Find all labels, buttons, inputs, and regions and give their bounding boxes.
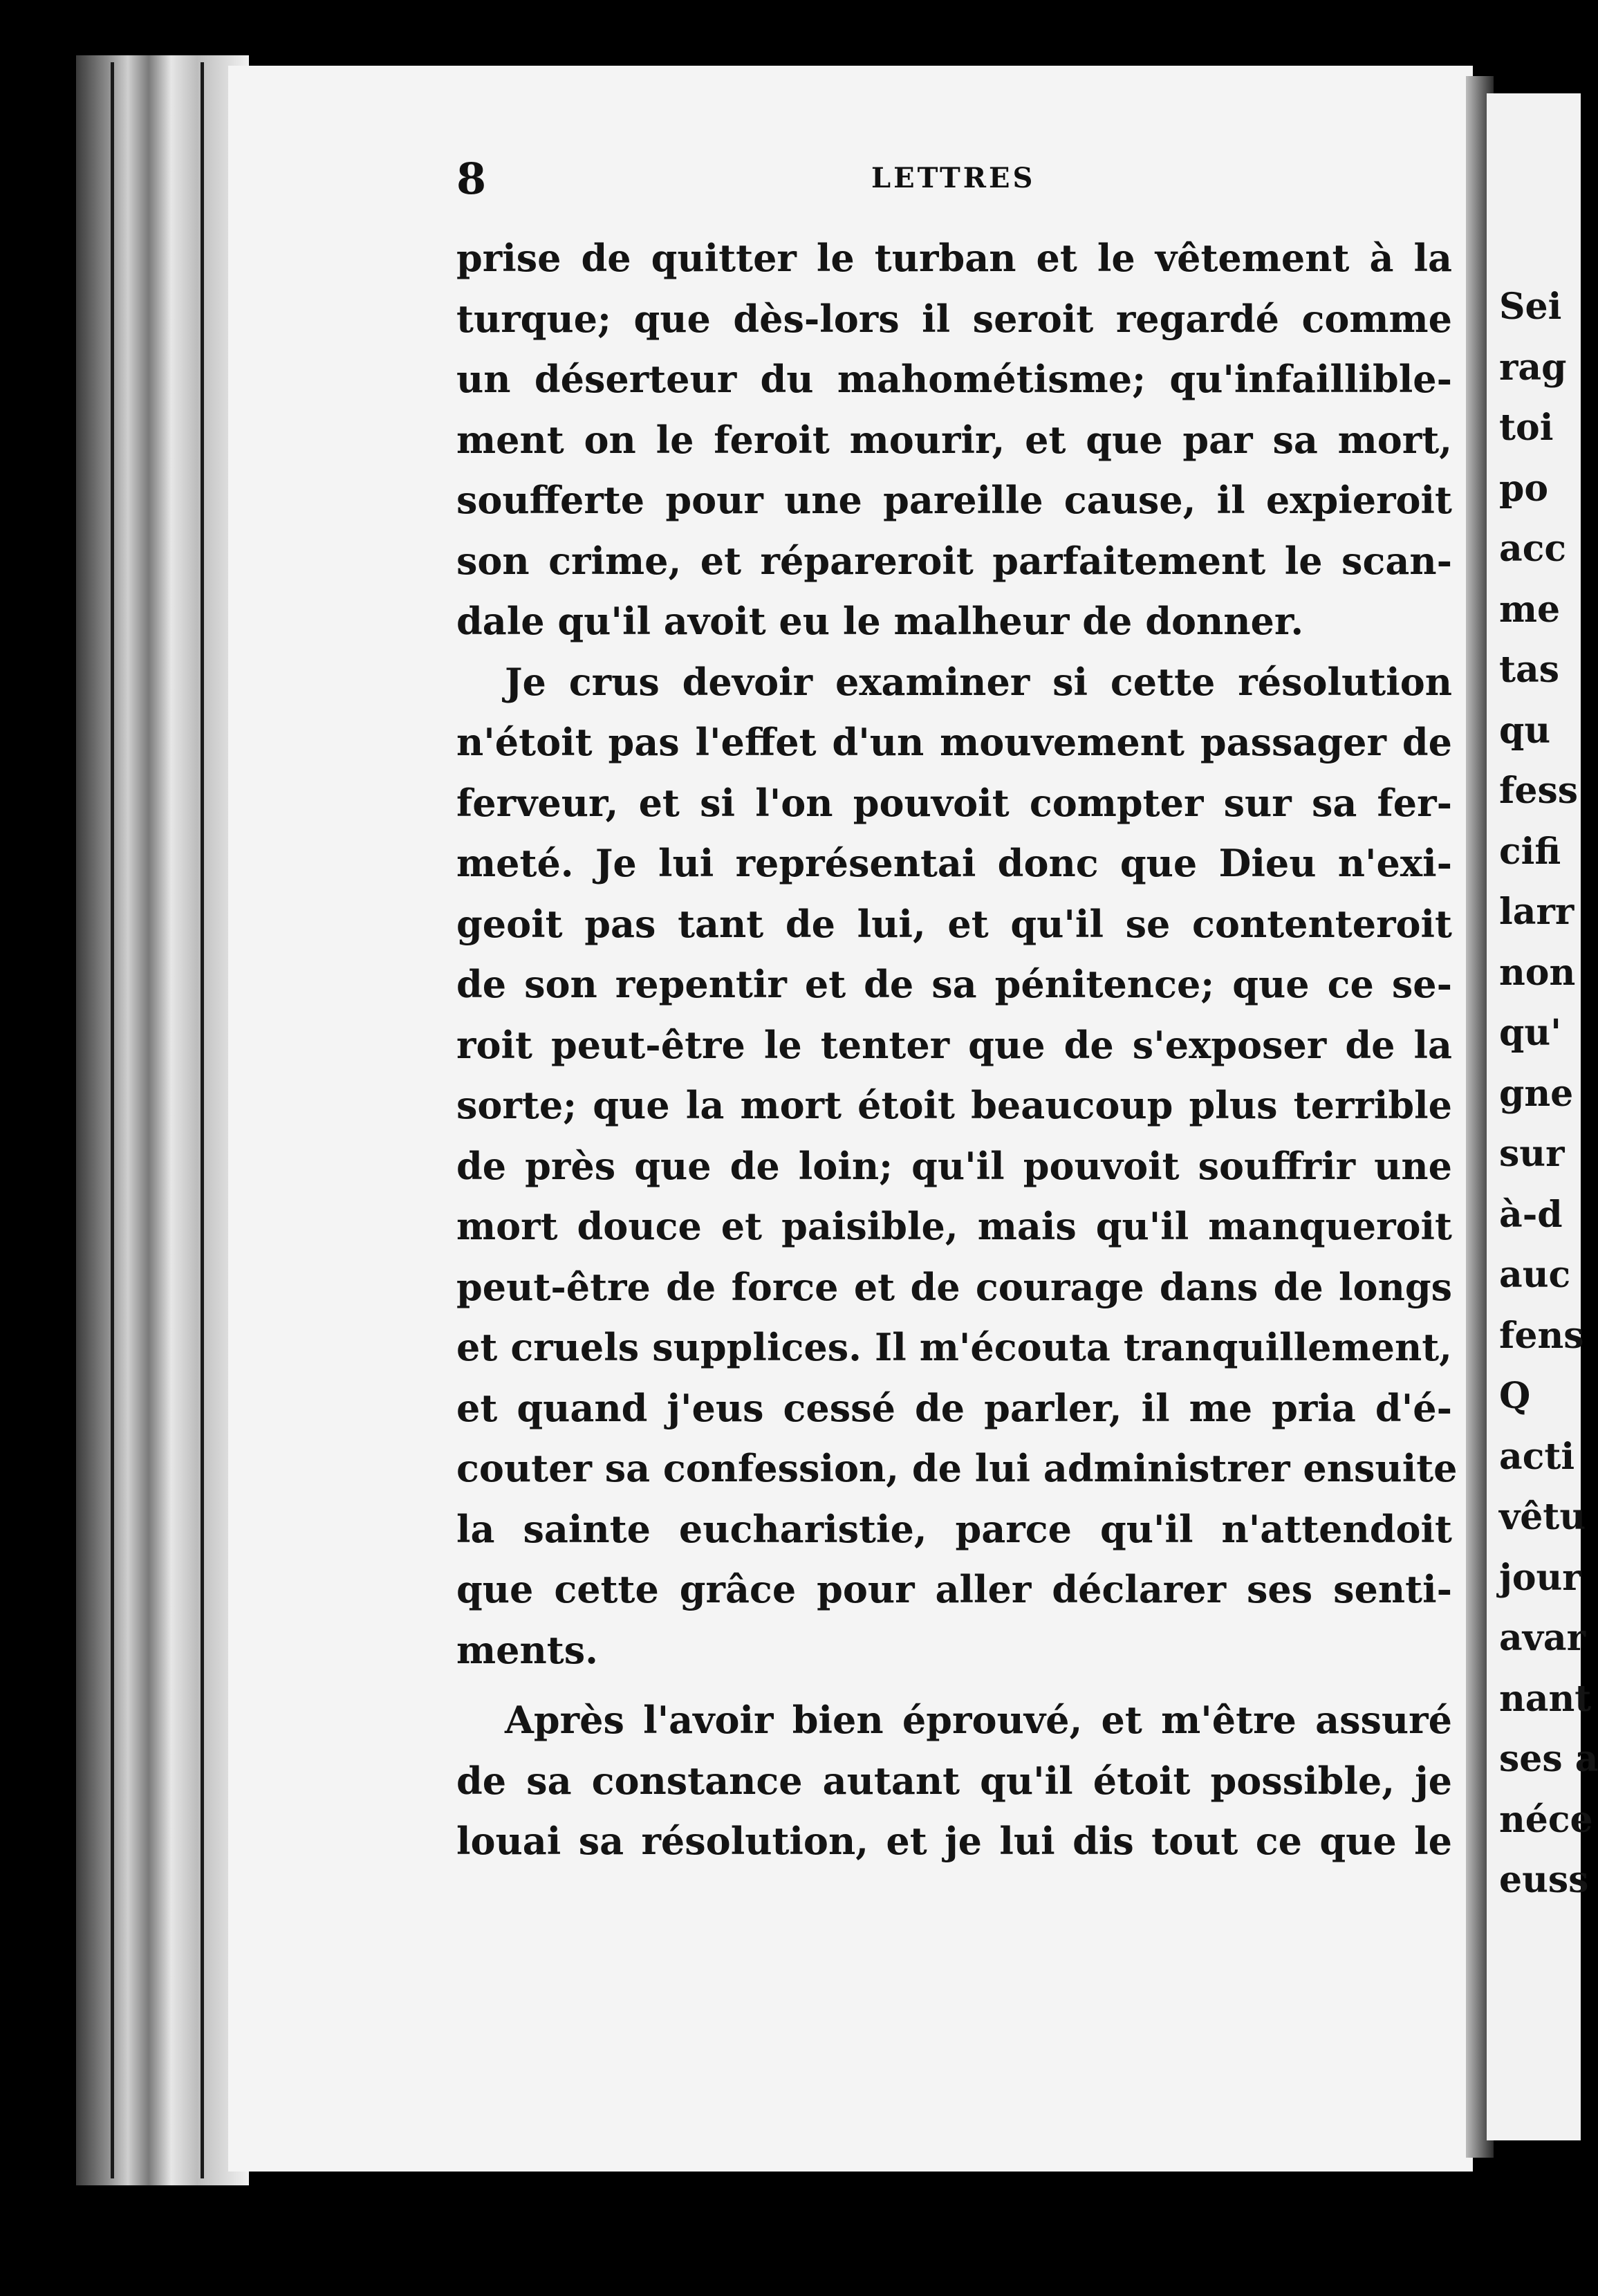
text-line: ferveur, et si l'on pouvoit compter sur sa fer- xyxy=(456,780,1452,825)
facing-line: Q xyxy=(1499,1375,1531,1417)
facing-line: tas xyxy=(1499,649,1559,691)
page-header xyxy=(456,154,1445,202)
facing-line: acti xyxy=(1499,1435,1575,1478)
facing-line: avar xyxy=(1499,1617,1586,1659)
page-number: 8 xyxy=(456,154,487,204)
text-line: dale qu'il avoit eu le malheur de donner. xyxy=(456,599,1304,643)
text-line: ment on le feroit mourir, et que par sa mort, xyxy=(456,417,1452,462)
facing-line: néce xyxy=(1499,1798,1593,1841)
facing-line: me xyxy=(1499,588,1561,631)
text-line: peut-être de force et de courage dans de longs xyxy=(456,1264,1452,1309)
text-line: mort douce et paisible, mais qu'il manqueroit xyxy=(456,1204,1452,1248)
facing-line: qu xyxy=(1499,709,1551,752)
text-line: son crime, et répareroit parfaitement le scan- xyxy=(456,538,1452,583)
text-line: de près que de loin; qu'il pouvoit souffrir une xyxy=(456,1143,1452,1188)
text-line: Je crus devoir examiner si cette résolution xyxy=(505,659,1452,704)
facing-line: po xyxy=(1499,467,1549,510)
book-binding-edge xyxy=(76,55,249,2185)
facing-line: qu' xyxy=(1499,1012,1562,1054)
running-head: LETTRES xyxy=(871,162,1036,194)
text-line: Après l'avoir bien éprouvé, et m'être assuré xyxy=(505,1698,1452,1742)
facing-line: toi xyxy=(1499,407,1554,449)
text-line: ments. xyxy=(456,1627,598,1672)
text-line: louai sa résolution, et je lui dis tout ce que le xyxy=(456,1819,1452,1863)
facing-line: auc xyxy=(1499,1254,1571,1296)
facing-line: acc xyxy=(1499,528,1567,570)
facing-line: gne xyxy=(1499,1072,1574,1115)
facing-line: non xyxy=(1499,951,1576,994)
facing-line: nant xyxy=(1499,1677,1592,1720)
binding-edge-line xyxy=(201,62,204,2178)
facing-line: fens xyxy=(1499,1314,1584,1357)
facing-line: ses a xyxy=(1499,1738,1598,1780)
text-line: que cette grâce pour aller déclarer ses senti- xyxy=(456,1567,1452,1611)
text-line: et quand j'eus cessé de parler, il me pria d'é- xyxy=(456,1385,1452,1430)
text-line: geoit pas tant de lui, et qu'il se contenteroit xyxy=(456,901,1452,946)
text-line: de sa constance autant qu'il étoit possible, je xyxy=(456,1758,1452,1803)
text-line: la sainte eucharistie, parce qu'il n'attendoit xyxy=(456,1506,1452,1551)
text-line: de son repentir et de sa pénitence; que ce se- xyxy=(456,962,1452,1006)
facing-line: à-d xyxy=(1499,1193,1563,1236)
binding-edge-line xyxy=(111,62,114,2178)
facing-page-text xyxy=(1499,277,1598,1911)
text-line: et cruels supplices. Il m'écouta tranquillement, xyxy=(456,1325,1452,1369)
facing-line: euss xyxy=(1499,1859,1589,1901)
text-line: prise de quitter le turban et le vêtement à la xyxy=(456,236,1452,280)
facing-line: larr xyxy=(1499,891,1574,933)
facing-line: vêtu xyxy=(1499,1496,1586,1538)
text-line: soufferte pour une pareille cause, il expieroit xyxy=(456,478,1452,522)
text-line: un déserteur du mahométisme; qu'infaillible- xyxy=(456,357,1452,401)
text-line: couter sa confession, de lui administrer ensuite xyxy=(456,1446,1458,1490)
text-line: sorte; que la mort étoit beaucoup plus terrible xyxy=(456,1083,1452,1127)
text-line: n'étoit pas l'effet d'un mouvement passager de xyxy=(456,720,1452,764)
facing-line: sur xyxy=(1499,1133,1565,1175)
text-line: meté. Je lui représentai donc que Dieu n'exi- xyxy=(456,841,1452,885)
facing-line: cifi xyxy=(1499,830,1561,873)
body-text xyxy=(456,228,1458,1872)
facing-line: rag xyxy=(1499,346,1567,389)
text-line: turque; que dès-lors il seroit regardé comme xyxy=(456,296,1452,341)
facing-line: Sei xyxy=(1499,286,1562,328)
facing-line: jour xyxy=(1499,1556,1581,1599)
text-line: roit peut-être le tenter que de s'exposer de la xyxy=(456,1022,1452,1067)
facing-line: fess xyxy=(1499,770,1579,812)
